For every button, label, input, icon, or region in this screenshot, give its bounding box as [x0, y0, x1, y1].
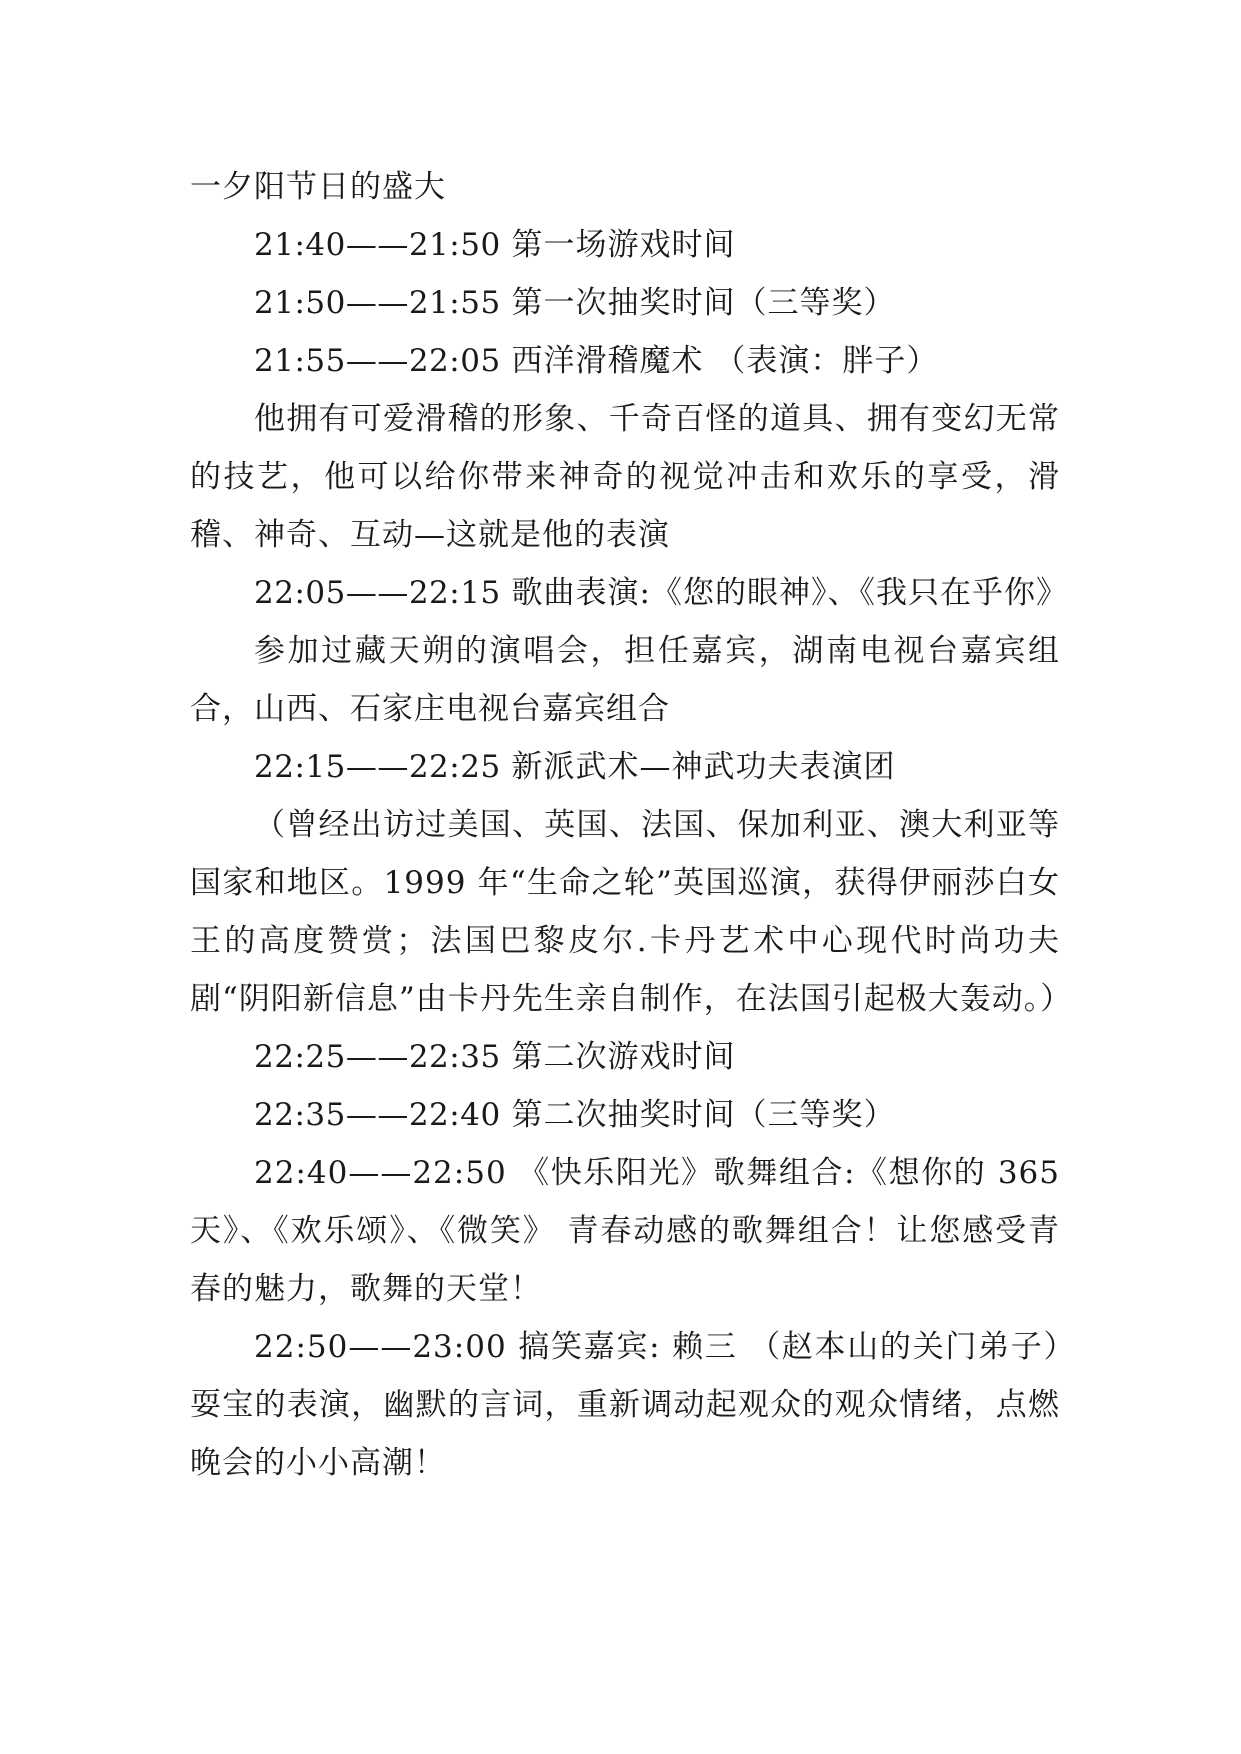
schedule-time: 21:50——21:55: [254, 285, 501, 321]
schedule-label: 新派武术—神武功夫表演团: [511, 749, 896, 785]
schedule-time: 22:35——22:40: [254, 1097, 501, 1133]
paragraph: 22:50——23:00 搞笑嘉宾: 赖三 （赵本山的关门弟子）耍宝的表演，幽默的言词，重新调动起观众的观众情绪，点燃晚会的小小高潮！: [190, 1329, 1060, 1481]
paragraph: （曾经出访过美国、英国、法国、保加利亚、澳大利亚等国家和地区。1999 年“生命之轮”英国巡演，获得伊丽莎白女王的高度赞赏；法国巴黎皮尔.卡丹艺术中心现代时尚功夫剧“阴阳新信息”由卡丹先生亲自制作，在法国引起极大轰动。）: [190, 807, 1073, 1017]
schedule-time: 21:40——21:50: [254, 227, 501, 263]
schedule-label: 西洋滑稽魔术 （表演：胖子）: [511, 343, 939, 379]
document-body: [190, 158, 1073, 1492]
schedule-label: 第二次抽奖时间（三等奖）: [511, 1097, 896, 1133]
schedule-line: [190, 564, 1068, 622]
paragraph: 22:40——22:50 《快乐阳光》歌舞组合:《想你的 365 天》、《欢乐颂》、《微笑》 青春动感的歌舞组合！让您感受青春的魅力，歌舞的天堂！: [190, 1155, 1060, 1307]
schedule-label: 第一场游戏时间: [511, 227, 736, 263]
schedule-line: [190, 216, 1060, 274]
schedule-time: 22:25——22:35: [254, 1039, 501, 1075]
paragraph: 他拥有可爱滑稽的形象、千奇百怪的道具、拥有变幻无常的技艺，他可以给你带来神奇的视觉冲击和欢乐的享受，滑稽、神奇、互动—这就是他的表演: [190, 401, 1060, 553]
text-line: 一夕阳节日的盛大: [190, 169, 446, 205]
schedule-line: [190, 738, 1060, 796]
schedule-line: [190, 1086, 1060, 1144]
schedule-label: 第一次抽奖时间（三等奖）: [511, 285, 896, 321]
paragraph: 参加过藏天朔的演唱会，担任嘉宾，湖南电视台嘉宾组合，山西、石家庄电视台嘉宾组合: [190, 633, 1060, 727]
schedule-line: [190, 332, 1060, 390]
schedule-label: 歌曲表演:《您的眼神》、《我只在乎你》: [511, 575, 1068, 611]
schedule-line: [190, 274, 1060, 332]
schedule-line: [190, 1028, 1060, 1086]
schedule-time: 22:05——22:15: [254, 575, 501, 611]
schedule-time: 22:15——22:25: [254, 749, 501, 785]
schedule-time: 21:55——22:05: [254, 343, 501, 379]
schedule-label: 第二次游戏时间: [511, 1039, 736, 1075]
